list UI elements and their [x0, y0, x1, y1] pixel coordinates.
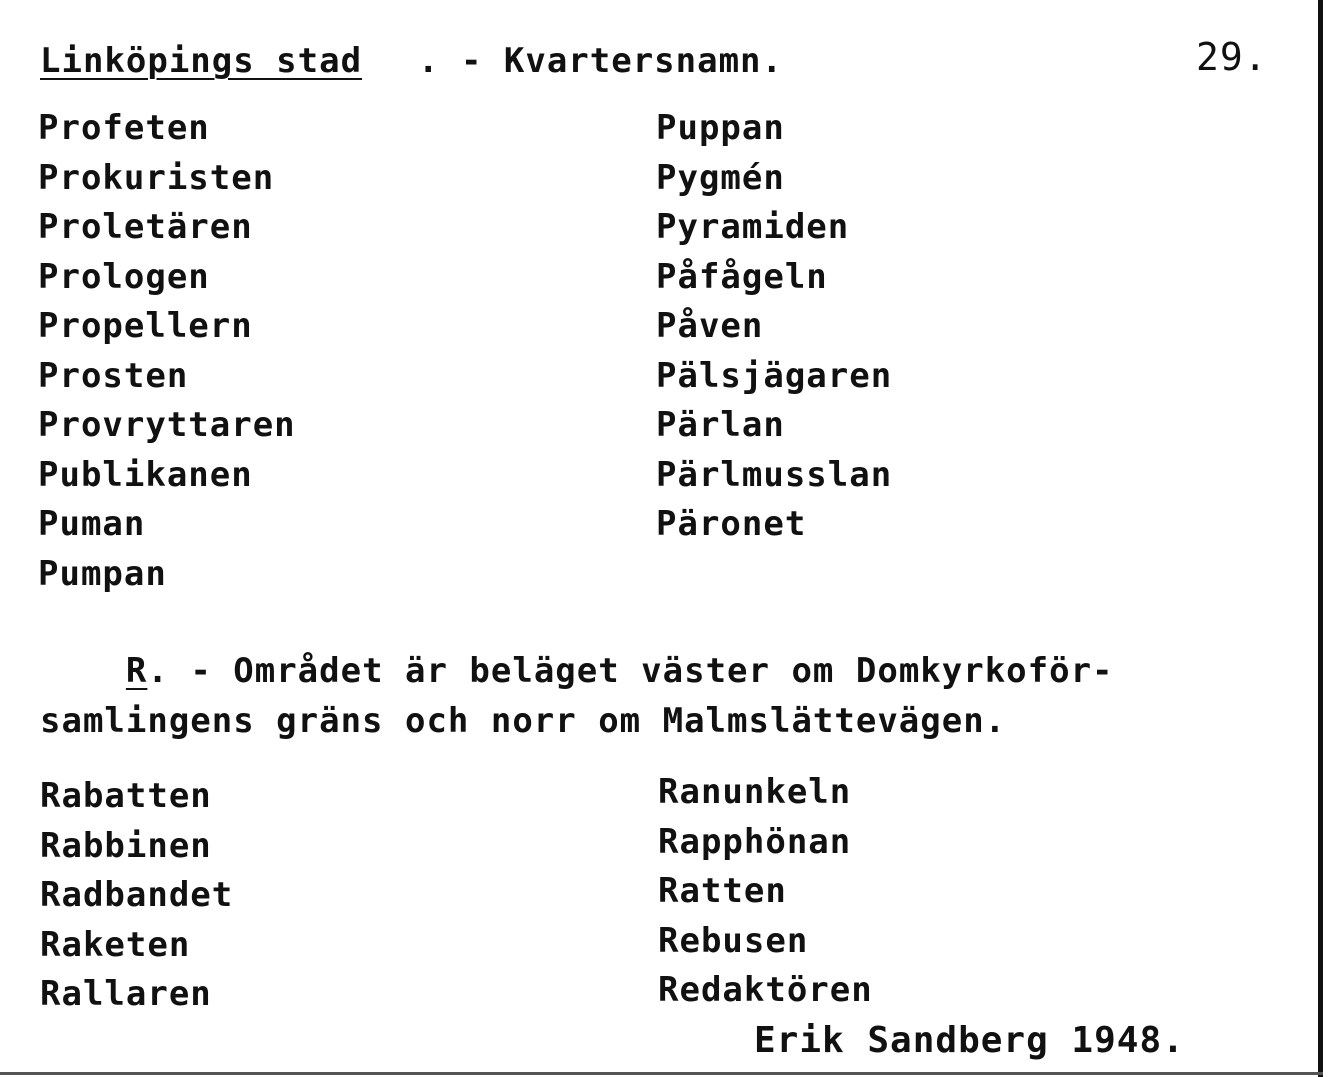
- list-item: Rabbinen: [40, 825, 212, 866]
- list-item: Rebusen: [658, 920, 809, 961]
- list-item: Profeten: [38, 108, 210, 148]
- section-note-line-2: samlingens gräns och norr om Malmslättevägen.: [40, 701, 1007, 741]
- list-item: Pygmén: [656, 157, 785, 198]
- header-title: . - Kvartersnamn.: [418, 41, 783, 81]
- section-note-text: . - Området är beläget väster om Domkyrkoför-: [147, 651, 1114, 691]
- card-bottom-edge: [0, 1072, 1323, 1075]
- list-item: Prokuristen: [38, 157, 275, 198]
- list-item: Radbandet: [40, 875, 234, 915]
- list-item: Puman: [38, 504, 146, 544]
- author-signature: Erik Sandberg 1948.: [754, 1020, 1185, 1061]
- list-item: Rallaren: [40, 974, 212, 1014]
- list-item: Proletären: [38, 207, 253, 247]
- list-item: Publikanen: [38, 454, 253, 495]
- section-note-line-1: [40, 646, 1114, 696]
- list-item: Påfågeln: [656, 256, 828, 297]
- list-item: Raketen: [40, 924, 191, 965]
- list-item: Pärlmusslan: [656, 454, 893, 495]
- list-item: Rabatten: [40, 776, 212, 816]
- list-item: Propellern: [38, 306, 253, 346]
- list-item: Redaktören: [658, 970, 873, 1010]
- list-item: Puppan: [656, 108, 785, 148]
- list-item: Provryttaren: [38, 405, 296, 445]
- list-item: Pumpan: [38, 553, 167, 594]
- list-item: Pärlan: [656, 405, 785, 445]
- list-item: Pälsjägaren: [656, 355, 893, 396]
- list-item: Päronet: [656, 504, 807, 544]
- page-number: 29.: [1196, 35, 1268, 79]
- list-item: Ratten: [658, 871, 787, 911]
- p-names-left-column: [38, 104, 296, 599]
- list-item: Ranunkeln: [658, 772, 852, 812]
- list-item: Prosten: [38, 355, 189, 396]
- list-item: Rapphönan: [658, 821, 852, 862]
- header-place: Linköpings stad: [40, 41, 363, 81]
- card-right-edge: [1318, 0, 1323, 1077]
- list-item: Påven: [656, 306, 764, 346]
- list-item: Prologen: [38, 256, 210, 297]
- list-item: Pyramiden: [656, 207, 850, 247]
- section-letter: R: [125, 651, 148, 691]
- r-names-right-column: [658, 768, 873, 1016]
- r-names-left-column: [40, 772, 233, 1020]
- p-names-right-column: [656, 104, 892, 550]
